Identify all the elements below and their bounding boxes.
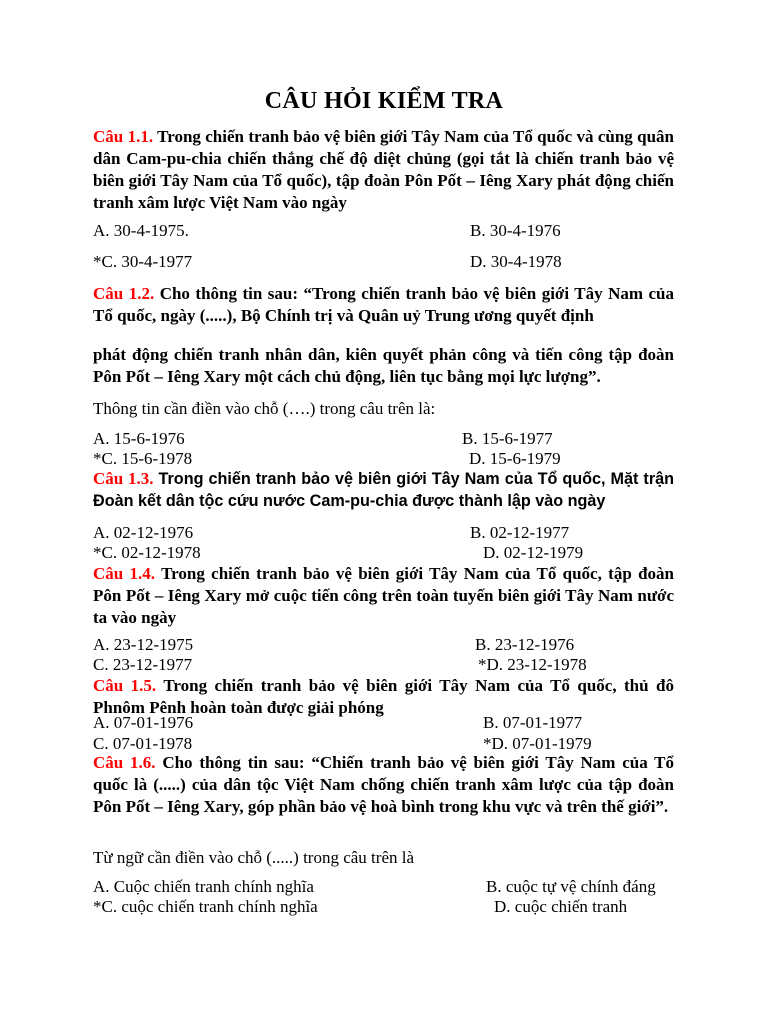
option-d: *D. 07-01-1979 [483, 734, 592, 753]
question-text: Cho thông tin sau: “Chiến tranh bảo vệ biên giới Tây Nam của Tổ quốc là (.....) của dân tộc Việt Nam chống chiến tranh xâm lược của tập đoàn Pôn Pốt – Iêng Xary, góp phần bảo vệ hoà bình trong khu vực và trên thế giới”. [93, 753, 675, 816]
option-c: *C. cuộc chiến tranh chính nghĩa [93, 897, 318, 916]
option-c: *C. 30-4-1977 [93, 252, 193, 271]
option-a: A. 23-12-1975 [93, 635, 194, 654]
option-b: B. 30-4-1976 [470, 221, 561, 240]
question-1-3 [93, 468, 674, 512]
option-a: A. 02-12-1976 [93, 523, 194, 542]
question-number: Câu 1.5. [93, 676, 157, 695]
option-d: D. 15-6-1979 [469, 449, 561, 468]
option-b: B. 15-6-1977 [462, 429, 553, 448]
option-d: D. 02-12-1979 [483, 543, 584, 562]
option-d: D. cuộc chiến tranh [494, 897, 628, 916]
option-a: A. 07-01-1976 [93, 713, 194, 732]
question-text: Cho thông tin sau: “Trong chiến tranh bảo vệ biên giới Tây Nam của Tổ quốc, ngày (.....), Bộ Chính trị và Quân uỷ Trung ương quyết định [93, 284, 674, 325]
option-a: A. 15-6-1976 [93, 429, 185, 448]
question-1-4 [93, 563, 674, 629]
page-title: CÂU HỎI KIỂM TRA [264, 88, 504, 114]
question-number: Câu 1.6. [93, 753, 156, 772]
option-d: *D. 23-12-1978 [478, 655, 587, 674]
question-number: Câu 1.3. [93, 469, 154, 488]
question-text: Trong chiến tranh bảo vệ biên giới Tây Nam của Tổ quốc, thủ đô Phnôm Pênh hoàn toàn được giải phóng [93, 676, 674, 717]
option-c: C. 23-12-1977 [93, 655, 193, 674]
question-1-2 [93, 283, 674, 327]
option-c: *C. 02-12-1978 [93, 543, 201, 562]
option-c: C. 07-01-1978 [93, 734, 193, 753]
question-prompt: Thông tin cần điền vào chỗ (….) trong câu trên là: [93, 399, 436, 418]
question-number: Câu 1.1. [93, 127, 154, 146]
option-d: D. 30-4-1978 [470, 252, 562, 271]
question-number: Câu 1.2. [93, 284, 155, 303]
question-text: Trong chiến tranh bảo vệ biên giới Tây Nam của Tổ quốc, tập đoàn Pôn Pốt – Iêng Xary mở cuộc tiến công trên toàn tuyến biên giới Tây Nam nước ta vào ngày [93, 564, 674, 627]
option-a: A. Cuộc chiến tranh chính nghĩa [93, 877, 314, 896]
question-number: Câu 1.4. [93, 564, 156, 583]
option-b: B. cuộc tự vệ chính đáng [486, 877, 656, 896]
question-1-2-continued [93, 344, 674, 388]
question-text: Trong chiến tranh bảo vệ biên giới Tây Nam của Tổ quốc và cùng quân dân Cam-pu-chia chiến thắng chế độ diệt chủng (gọi tắt là chiến tranh bảo vệ biên giới Tây Nam của Tổ quốc), tập đoàn Pôn Pốt – Iêng Xary phát động chiến tranh xâm lược Việt Nam vào ngày [93, 127, 674, 212]
option-b: B. 02-12-1977 [470, 523, 570, 542]
question-text: phát động chiến tranh nhân dân, kiên quyết phản công và tiến công tập đoàn Pôn Pốt – Iêng Xary một cách chủ động, liên tục bằng mọi lực lượng”. [93, 345, 674, 386]
option-b: B. 07-01-1977 [483, 713, 583, 732]
question-prompt: Từ ngữ cần điền vào chỗ (.....) trong câu trên là [93, 848, 415, 867]
option-c: *C. 15-6-1978 [93, 449, 193, 468]
question-1-6 [93, 752, 674, 818]
question-1-1 [93, 126, 674, 214]
question-text: Trong chiến tranh bảo vệ biên giới Tây Nam của Tổ quốc, Mặt trận Đoàn kết dân tộc cứu nước Cam-pu-chia được thành lập vào ngày [93, 470, 675, 510]
option-b: B. 23-12-1976 [475, 635, 575, 654]
option-a: A. 30-4-1975. [93, 221, 189, 240]
